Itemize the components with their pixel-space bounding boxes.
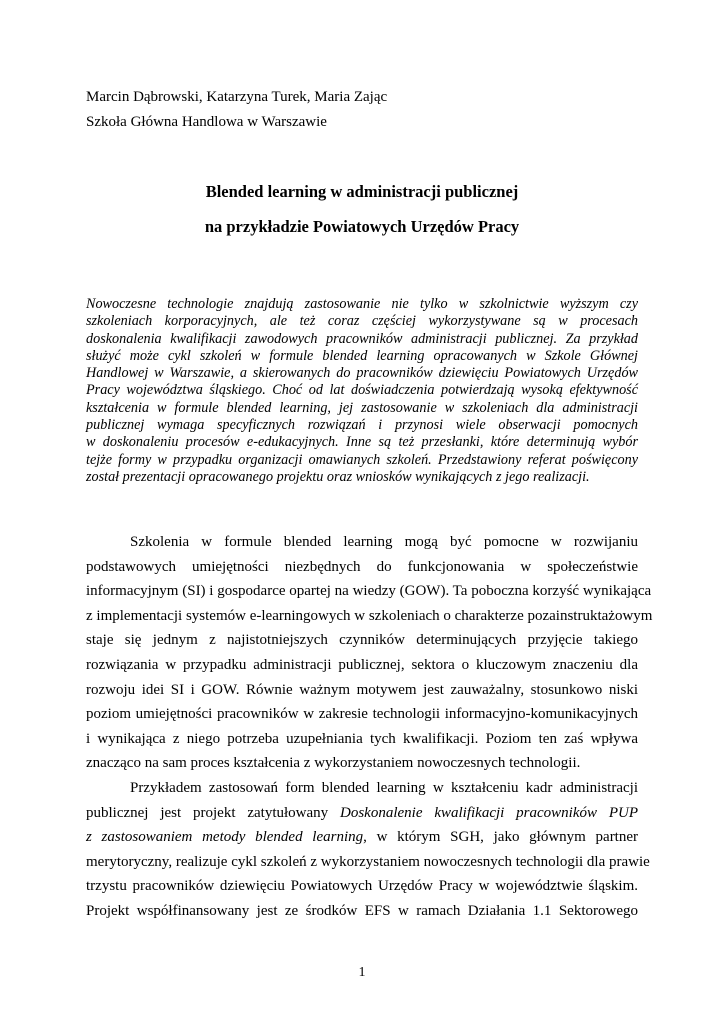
- body-line: Projekt współfinansowany jest ze środków EFS w ramach Działania 1.1 Sektorowego: [86, 902, 638, 919]
- body-line: [86, 825, 638, 850]
- affiliation-line: Szkoła Główna Handlowa w Warszawie: [86, 114, 327, 130]
- abstract-line: kształcenia w formule blended learning, jej zastosowanie w szkoleniach dla administracji: [86, 399, 638, 416]
- body-line: podstawowych umiejętności niezbędnych do funkcjonowania w społeczeństwie: [86, 558, 638, 575]
- body-line: staje się jednym z najistotniejszych czynników determinujących przyjęcie takiego: [86, 632, 638, 649]
- abstract-line: Nowoczesne technologie znajdują zastosowanie nie tylko w szkolnictwie wyższym czy: [86, 296, 638, 312]
- title-line-2: na przykładzie Powiatowych Urzędów Pracy: [204, 217, 520, 236]
- body-text: [86, 530, 653, 924]
- body-line: trzystu pracowników dziewięciu Powiatowych Urzędów Pracy w województwie śląskim.: [86, 878, 638, 895]
- abstract: [86, 296, 638, 486]
- abstract-line: doskonalenia kwalifikacji zawodowych pracowników administracji publicznej. Za przykład: [86, 330, 638, 347]
- authors-line: Marcin Dąbrowski, Katarzyna Turek, Maria Zając: [86, 89, 388, 105]
- body-line: informacyjnym (SI) i gospodarce opartej na wiedzy (GOW). Ta poboczna korzyść wynikająca: [86, 583, 652, 600]
- project-title-italic: z zastosowaniem metody blended learning: [86, 829, 364, 846]
- body-line: [86, 801, 638, 826]
- abstract-line: został prezentacji opracowanego projektu oraz wniosków wynikających z jego realizacji.: [86, 468, 590, 485]
- body-line: merytoryczny, realizuje cykl szkoleń z wykorzystaniem nowoczesnych technologii dla prawie: [86, 853, 650, 870]
- abstract-line: publicznej wymaga specyficznych rozwiązań i przynosi wiele obserwacji pomocnych: [86, 417, 638, 434]
- body-text-run: publicznej jest projekt zatytułowany: [86, 804, 340, 821]
- body-line: poziom umiejętności pracowników w zakresie technologii informacyjno-komunikacyjnych: [86, 706, 638, 723]
- abstract-line: w doskonaleniu procesów e-edukacyjnych. Inne są też przesłanki, które determinują wybór: [86, 434, 638, 451]
- project-title-italic: Doskonalenie kwalifikacji pracowników PUP: [340, 804, 638, 821]
- paragraph-2: [86, 776, 650, 924]
- abstract-line: Handlowej w Warszawie, a skierowanych do pracowników dziewięciu Powiatowych Urzędów: [86, 365, 638, 382]
- body-text-run: , w którym SGH, jako głównym partner: [363, 829, 639, 846]
- body-line: z implementacji systemów e-learningowych w szkoleniach o charakterze pozainstruktażowym: [86, 607, 653, 624]
- paragraph-1: [86, 530, 653, 776]
- abstract-line: służyć może cykl szkoleń w formule blended learning opracowanych w Szkole Głównej: [86, 347, 638, 364]
- page-number: 1: [358, 965, 366, 980]
- body-line: i wynikająca z niego potrzeba uzupełniania tych kwalifikacji. Poziom ten zaś wpływa: [86, 730, 638, 747]
- body-line: Przykładem zastosowań form blended learning w kształceniu kadr administracji: [130, 779, 638, 796]
- abstract-line: szkoleniach korporacyjnych, ale też coraz częściej wykorzystywane są w procesach: [86, 313, 638, 330]
- title-line-1: Blended learning w administracji publicznej: [205, 182, 519, 201]
- body-line: znacząco na sam proces kształcenia z wykorzystaniem nowoczesnych technologii.: [86, 755, 581, 772]
- body-line: rozwiązania w przypadku administracji publicznej, sektora o kluczowym znaczeniu dla: [86, 656, 638, 673]
- body-line: Szkolenia w formule blended learning mogą być pomocne w rozwijaniu: [130, 534, 638, 550]
- body-line: rozwoju idei SI i GOW. Równie ważnym motywem jest zauważalny, stosunkowo niski: [86, 681, 638, 698]
- abstract-line: Pracy województwa śląskiego. Choć od lat doświadczenia potwierdzają wysoką efektywność: [86, 382, 638, 399]
- abstract-line: tejże formy w przypadku organizacji omawianych szkoleń. Przedstawiony referat poświęcony: [86, 451, 638, 468]
